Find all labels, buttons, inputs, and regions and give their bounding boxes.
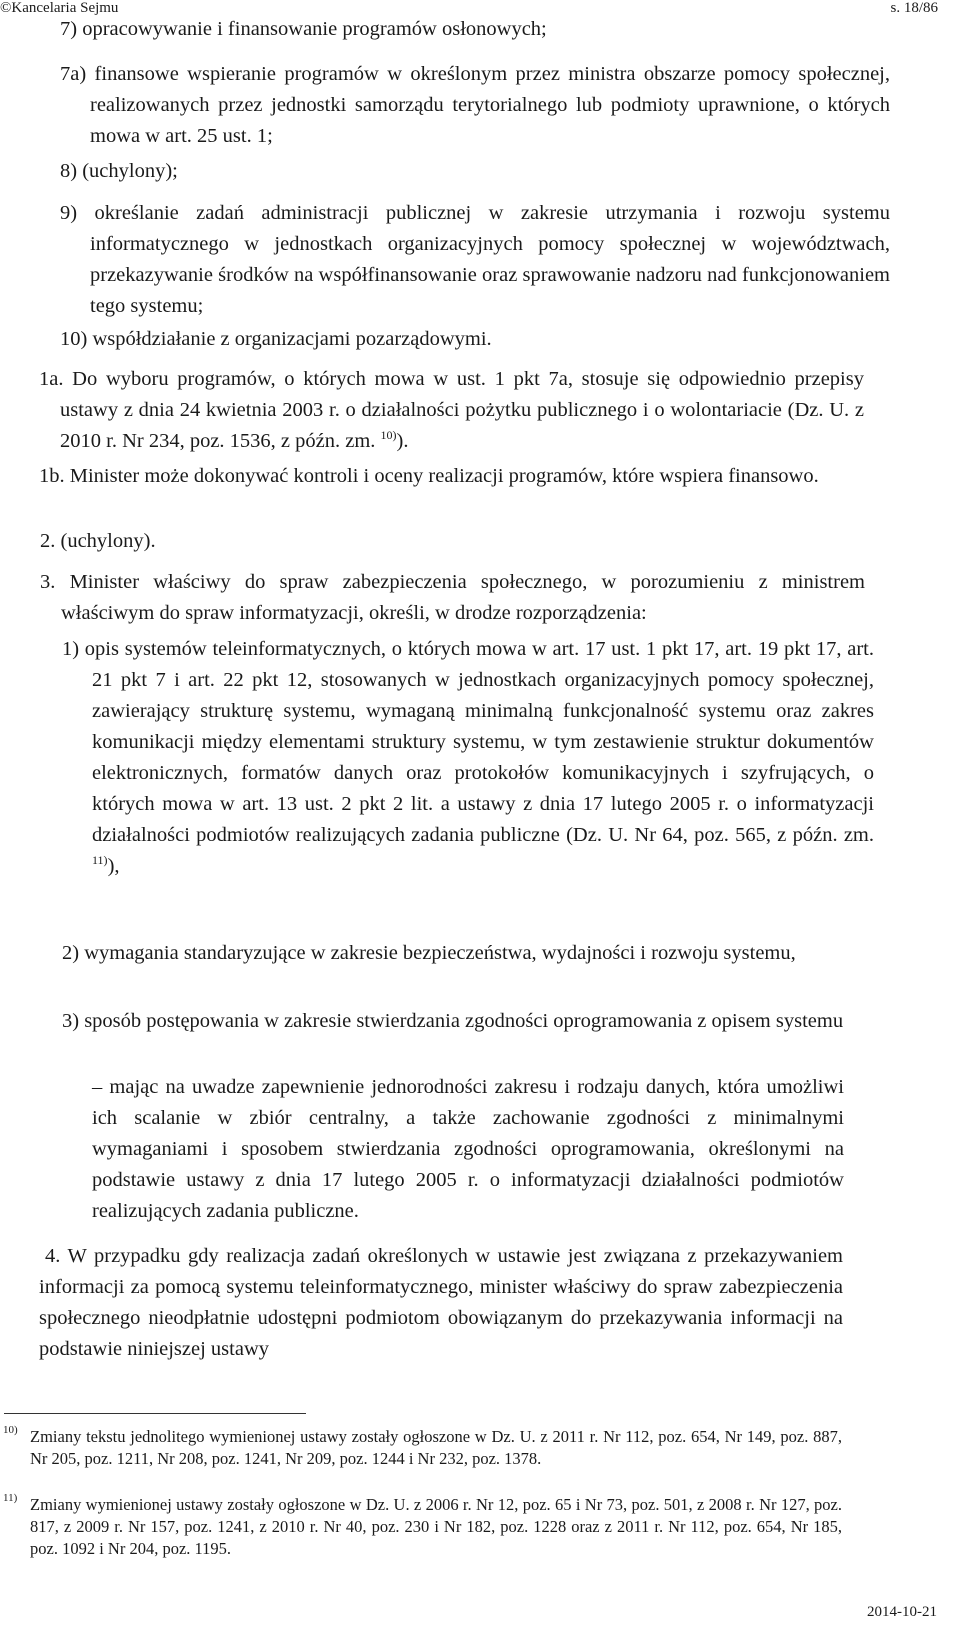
footnote-mark-10: 10) <box>3 1424 18 1436</box>
sub-item-2: 2) wymagania standaryzujące w zakresie bezpieczeństwa, wydajności i rozwoju systemu, <box>62 942 796 964</box>
footnote-text-11: Zmiany wymienionej ustawy zostały ogłoszone w Dz. U. z 2006 r. Nr 12, poz. 65 i Nr 73, poz. 501, z 2008 r. Nr 127, poz. 817, z 2009 r. Nr 157, poz. 1241, z 2010 r. Nr 40, poz. 230 i Nr 182, poz. 1228 oraz z 2011 r. Nr 112, poz. 654, Nr 185, poz. 1092 i Nr 204, poz. 1195. <box>30 1495 842 1558</box>
footnote-mark-11: 11) <box>3 1492 18 1504</box>
item-9: 9) określanie zadań administracji publicznej w zakresie utrzymania i rozwoju systemu informatycznego w jednostkach organizacyjnych pomocy społecznej w województwach, przekazywanie środków na współfinansowanie oraz sprawowanie nadzoru nad funkcjonowaniem tego systemu; <box>60 202 890 317</box>
header-publisher: ©Kancelaria Sejmu <box>0 0 119 16</box>
paragraph-2: 2. (uchylony). <box>40 530 156 552</box>
paragraph-3: 3. Minister właściwy do spraw zabezpieczenia społecznego, w porozumieniu z ministrem właściwym do spraw informatyzacji, określi, w drodze rozporządzenia: <box>40 571 865 624</box>
item-8: 8) (uchylony); <box>60 160 178 182</box>
item-7a: 7a) finansowe wspieranie programów w określonym przez ministra obszarze pomocy społecznej, realizowanych przez jednostki samorządu terytorialnego lub podmioty uprawnione, o których mowa w art. 25 ust. 1; <box>60 63 890 147</box>
footer-date: 2014-10-21 <box>867 1604 937 1620</box>
sub-item-3: 3) sposób postępowania w zakresie stwierdzania zgodności oprogramowania z opisem systemu <box>62 1010 844 1032</box>
footnote-ref-11[interactable]: 11) <box>92 853 108 867</box>
item-7: 7) opracowywanie i finansowanie programów osłonowych; <box>60 18 547 40</box>
sub-item-1: 1) opis systemów teleinformatycznych, o których mowa w art. 17 ust. 1 pkt 17, art. 19 pkt 17, art. 21 pkt 7 i art. 22 pkt 12, stosowanych w jednostkach organizacyjnych pomocy społecznej, zawierający strukturę systemu, wymaganą minimalną funkcjonalność systemu oraz zakres komunikacji między elementami struktury systemu, w tym zestawienie struktur dokumentów elektronicznych, formatów danych oraz protokołów komunikacyjnych i szyfrujących, o których mowa w art. 13 ust. 2 pkt 2 lit. a ustawy z dnia 17 lutego 2005 r. o informatyzacji działalności podmiotów realizujących zadania publiczne (Dz. U. Nr 64, poz. 565, z późn. zm. $^{11)}$), <box>62 638 874 877</box>
paragraph-1a: 1a. Do wyboru programów, o których mowa w ust. 1 pkt 7a, stosuje się odpowiednio przepisy ustawy z dnia 24 kwietnia 2003 r. o działalności pożytku publicznego i o wolontariacie (Dz. U. z 2010 r. Nr 234, poz. 1536, z późn. zm. $^{10)}$). <box>39 368 864 452</box>
footnote-11 <box>3 1492 842 1560</box>
closing-clause: – mając na uwadze zapewnienie jednorodności zakresu i rodzaju danych, która umożliwi ich scalanie w zbiór centralny, a także zachowanie zgodności z minimalnymi wymaganiami i sposobem stwierdzania zgodności oprogramowania, określonymi na podstawie ustawy z dnia 17 lutego 2005 r. o informatyzacji działalności podmiotów realizujących zadania publiczne. <box>92 1076 844 1222</box>
item-10: 10) współdziałanie z organizacjami pozarządowymi. <box>60 328 492 350</box>
footnote-10 <box>3 1424 842 1470</box>
paragraph-1b: 1b. Minister może dokonywać kontroli i oceny realizacji programów, które wspiera finansowo. <box>39 465 819 487</box>
footnote-ref-10[interactable]: 10) <box>380 428 397 442</box>
header-page-number: s. 18/86 <box>890 0 938 16</box>
footnote-separator <box>4 1413 306 1414</box>
paragraph-4: 4. W przypadku gdy realizacja zadań określonych w ustawie jest związana z przekazywaniem informacji za pomocą systemu teleinformatycznego, minister właściwy do spraw zabezpieczenia społecznego nieodpłatnie udostępni podmiotom obowiązanym do przekazywania informacji na podstawie niniejszej ustawy <box>39 1245 843 1360</box>
footnote-text-10: Zmiany tekstu jednolitego wymienionej ustawy zostały ogłoszone w Dz. U. z 2011 r. Nr 112, poz. 654, Nr 149, poz. 887, Nr 205, poz. 1211, Nr 208, poz. 1241, Nr 209, poz. 1244 i Nr 232, poz. 1378. <box>30 1427 842 1468</box>
